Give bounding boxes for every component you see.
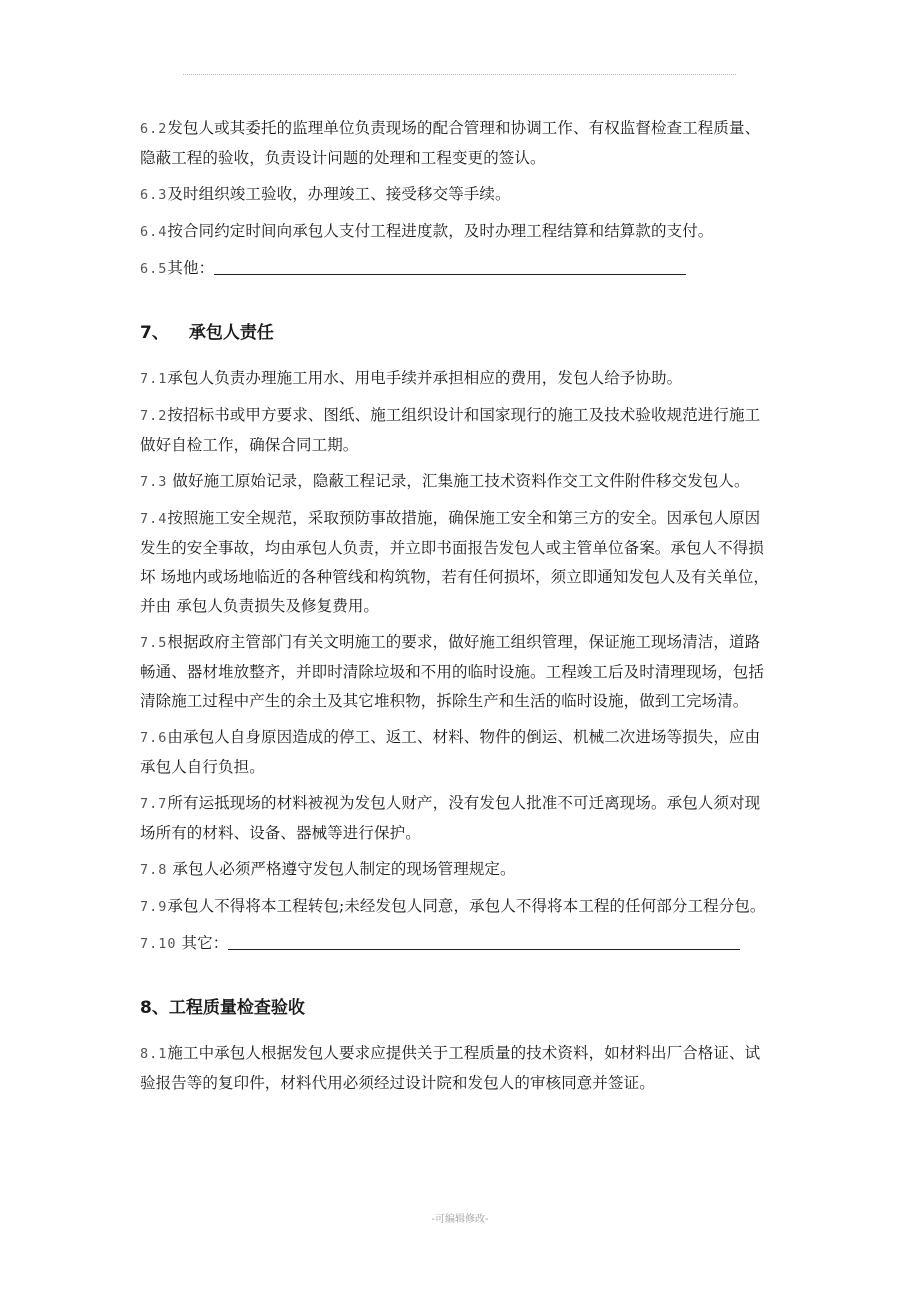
clause-number: 7.8 [140, 862, 168, 878]
page-footer: -可编辑修改- [431, 1214, 489, 1225]
clause-text-line: 按照施工安全规范，采取预防事故措施，确保施工安全和第三方的安全。因承包人原因 [167, 509, 761, 527]
clause-text-line: 承包人自行负担。 [140, 758, 265, 776]
clause-number: 7.9 [140, 899, 168, 915]
section-heading-7 [140, 318, 785, 348]
clause-7-4 [140, 504, 785, 621]
clause-7-2 [140, 401, 785, 460]
clause-text-line: 发包人或其委托的监理单位负责现场的配合管理和协调工作、有权监督检查工程质量、 [167, 119, 761, 137]
clause-text-line: 清除施工过程中产生的余土及其它堆积物，拆除生产和生活的临时设施，做到工完场清。 [140, 692, 749, 710]
clause-number: 7.10 [140, 936, 177, 952]
clause-6-5 [140, 254, 785, 284]
clause-7-1 [140, 364, 785, 394]
clause-text-line: 根据政府主管部门有关文明施工的要求，做好施工组织管理，保证施工现场清洁，道路 [167, 633, 761, 651]
clause-number: 7.5 [140, 635, 168, 651]
clause-text-line: 并由 承包人负责损失及修复费用。 [140, 597, 380, 615]
clause-text-line: 施工中承包人根据发包人要求应提供关于工程质量的技术资料，如材料出厂合格证、试 [167, 1044, 761, 1062]
clause-text-line: 承包人负责办理施工用水、用电手续并承担相应的费用，发包人给予协助。 [167, 369, 683, 387]
clause-text-line: 承包人不得将本工程转包;未经发包人同意，承包人不得将本工程的任何部分工程分包。 [167, 897, 766, 915]
clause-text-line: 所有运抵现场的材料被视为发包人财产，没有发包人批准不可迁离现场。承包人须对现 [167, 794, 761, 812]
clause-text-line: 发生的安全事故，均由承包人负责，并立即书面报告发包人或主管单位备案。承包人不得损 [140, 539, 765, 557]
clause-text-line: 做好施工原始记录，隐蔽工程记录，汇集施工技术资料作交工文件附件移交发包人。 [172, 472, 750, 490]
clause-7-6 [140, 723, 785, 782]
clause-number: 6.2 [140, 121, 168, 137]
clause-text-line: 坏 场地内或场地临近的各种管线和构筑物，若有任何损坏，须立即通知发包人及有关单位， [140, 568, 770, 586]
clause-number: 7.6 [140, 730, 168, 746]
clause-number: 8.1 [140, 1046, 168, 1062]
clause-text-line: 按合同约定时间向承包人支付工程进度款，及时办理工程结算和结算款的支付。 [167, 222, 714, 240]
clause-7-9 [140, 892, 785, 922]
clause-text-line: 承包人必须严格遵守发包人制定的现场管理规定。 [172, 860, 516, 878]
clause-text-line: 畅通、器材堆放整齐，并即时清除垃圾和不用的临时设施。工程竣工后及时清理现场，包括 [140, 663, 765, 681]
clause-text-line: 按招标书或甲方要求、图纸、施工组织设计和国家现行的施工及技术验收规范进行施工 [167, 406, 761, 424]
clause-label: 其他： [167, 259, 215, 277]
clause-number: 7.1 [140, 371, 168, 387]
section-title: 8、工程质量检查验收 [140, 998, 305, 1018]
section-heading-8 [140, 993, 785, 1023]
clause-7-10 [140, 929, 785, 959]
clause-6-2 [140, 114, 785, 173]
clause-text-line: 做好自检工作，确保合同工期。 [140, 436, 359, 454]
clause-text-line: 由承包人自身原因造成的停工、返工、材料、物件的倒运、机械二次进场等损失，应由 [167, 728, 761, 746]
blank-fill-line [228, 931, 740, 950]
clause-number: 7.3 [140, 474, 168, 490]
clause-7-8 [140, 855, 785, 885]
clause-number: 6.4 [140, 224, 168, 240]
header-divider [183, 74, 736, 75]
clause-label: 其它： [181, 934, 229, 952]
clause-number: 6.3 [140, 187, 168, 203]
section-title: 承包人责任 [188, 323, 274, 343]
document-body [140, 114, 785, 1105]
clause-8-1 [140, 1039, 785, 1098]
clause-number: 7.4 [140, 511, 168, 527]
clause-text-line: 验报告等的复印件，材料代用必须经过设计院和发包人的审核同意并签证。 [140, 1074, 655, 1092]
clause-number: 7.7 [140, 796, 168, 812]
clause-text-line: 场所有的材料、设备、器械等进行保护。 [140, 824, 421, 842]
clause-text-line: 隐蔽工程的验收，负责设计问题的处理和工程变更的签认。 [140, 149, 546, 167]
clause-text-line: 及时组织竣工验收，办理竣工、接受移交等手续。 [167, 185, 511, 203]
clause-6-3 [140, 180, 785, 210]
section-number: 7、 [140, 323, 169, 343]
clause-number: 6.5 [140, 261, 168, 277]
blank-fill-line [214, 256, 686, 275]
clause-7-5 [140, 628, 785, 716]
clause-6-4 [140, 217, 785, 247]
clause-7-3 [140, 467, 785, 497]
clause-number: 7.2 [140, 408, 168, 424]
clause-7-7 [140, 789, 785, 848]
